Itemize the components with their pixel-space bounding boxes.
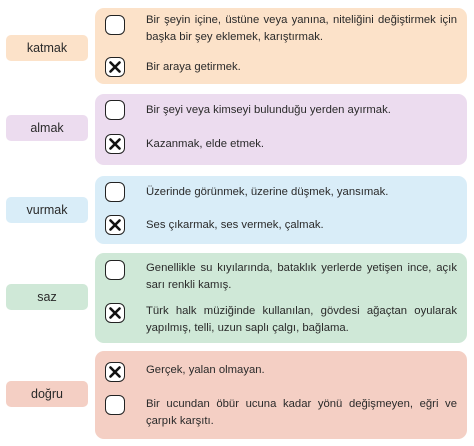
checkbox-unchecked[interactable] <box>105 15 125 35</box>
definition-text: Ses çıkarmak, ses vermek, çalmak. <box>146 219 324 231</box>
checkbox-checked[interactable] <box>105 215 125 235</box>
x-mark-icon <box>109 61 121 73</box>
x-mark-icon <box>109 366 121 378</box>
definitions-panel <box>95 8 467 84</box>
word-label: doğru <box>6 381 88 407</box>
x-mark-icon <box>109 138 121 150</box>
definitions-panel <box>95 176 467 244</box>
checkbox-checked[interactable] <box>105 134 125 154</box>
checkbox-checked[interactable] <box>105 303 125 323</box>
definitions-panel <box>95 94 467 165</box>
definitions-panel <box>95 351 467 439</box>
checkbox-checked[interactable] <box>105 362 125 382</box>
checkbox-unchecked[interactable] <box>105 100 125 120</box>
definition-text: Bir şeyin içine, üstüne veya yanına, niteliğini değiştirmek için başka bir şey eklemek, karıştırmak. <box>146 14 457 43</box>
definition-text: Gerçek, yalan olmayan. <box>146 364 265 376</box>
x-mark-icon <box>109 219 121 231</box>
definition-text: Bir araya getirmek. <box>146 61 241 73</box>
checkbox-unchecked[interactable] <box>105 395 125 415</box>
word-label: almak <box>6 115 88 141</box>
definition-text: Kazanmak, elde etmek. <box>146 138 265 150</box>
definition-text: Bir şeyi veya kimseyi bulunduğu yerden ayırmak. <box>146 104 391 116</box>
definition-text: Türk halk müziğinde kullanılan, gövdesi ağaçtan oyularak yapılmış, telli, uzun saplı çalgı, bağlama. <box>146 305 457 334</box>
definition-text: Bir ucundan öbür ucuna kadar yönü değişmeyen, eğri ve çarpık karşıtı. <box>146 398 457 427</box>
x-mark-icon <box>109 307 121 319</box>
checkbox-unchecked[interactable] <box>105 260 125 280</box>
definition-text: Genellikle su kıyılarında, bataklık yerlerde yetişen ince, açık sarı renkli kamış. <box>146 262 457 291</box>
word-label: katmak <box>6 35 88 61</box>
checkbox-unchecked[interactable] <box>105 182 125 202</box>
checkbox-checked[interactable] <box>105 57 125 77</box>
word-label: vurmak <box>6 197 88 223</box>
definitions-panel <box>95 253 467 343</box>
word-label: saz <box>6 284 88 310</box>
definition-text: Üzerinde görünmek, üzerine düşmek, yansımak. <box>146 186 389 198</box>
